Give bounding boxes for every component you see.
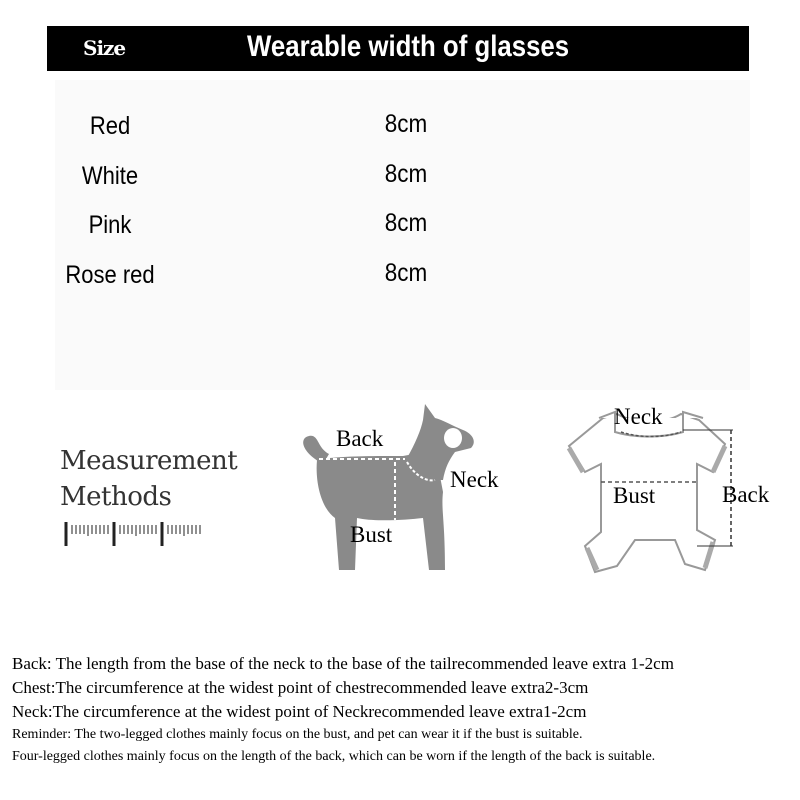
- note-chest: Chest:The circumference at the widest point of chestrecommended leave extra2-3cm: [12, 678, 589, 697]
- size-row: [0, 261, 800, 301]
- measurement-notes: [12, 652, 800, 768]
- clothes-back-label: Back: [722, 482, 770, 507]
- note-neck: Neck:The circumference at the widest point of Neckrecommended leave extra1-2cm: [12, 702, 587, 721]
- size-color-label: Rose red: [65, 261, 155, 289]
- size-header-label: Size: [83, 36, 126, 60]
- ruler-icon: [62, 522, 207, 552]
- size-row: [0, 162, 800, 202]
- clothes-bust-label: Bust: [613, 483, 656, 508]
- measurement-title-line: Measurement: [60, 446, 238, 476]
- size-value: 8cm: [384, 209, 428, 237]
- size-color-label: White: [81, 162, 139, 190]
- measurement-methods-title: [60, 443, 237, 515]
- table-header: [47, 26, 749, 71]
- table-title: Wearable width of glasses: [247, 30, 570, 63]
- measurement-title-line: Methods: [60, 482, 172, 512]
- size-value: 8cm: [384, 259, 428, 287]
- reminder-four-legged: Four-legged clothes mainly focus on the length of the back, which can be worn if the length of the back is suitable.: [12, 749, 656, 764]
- size-row: [0, 112, 800, 152]
- size-color-label: Pink: [88, 211, 132, 239]
- size-value: 8cm: [384, 160, 428, 188]
- dog-back-label: Back: [336, 426, 384, 451]
- clothes-neck-label: Neck: [614, 404, 663, 429]
- dog-bust-label: Bust: [350, 522, 393, 547]
- note-back: Back: The length from the base of the neck to the base of the tailrecommended leave extra 1-2cm: [12, 654, 674, 673]
- reminder-two-legged: Reminder: The two-legged clothes mainly focus on the bust, and pet can wear it if the bust is suitable.: [12, 727, 583, 742]
- dog-neck-label: Neck: [450, 467, 499, 492]
- size-row: [0, 211, 800, 251]
- size-color-label: Red: [89, 112, 131, 140]
- dog-eye-highlight: [444, 428, 462, 448]
- size-value: 8cm: [384, 110, 428, 138]
